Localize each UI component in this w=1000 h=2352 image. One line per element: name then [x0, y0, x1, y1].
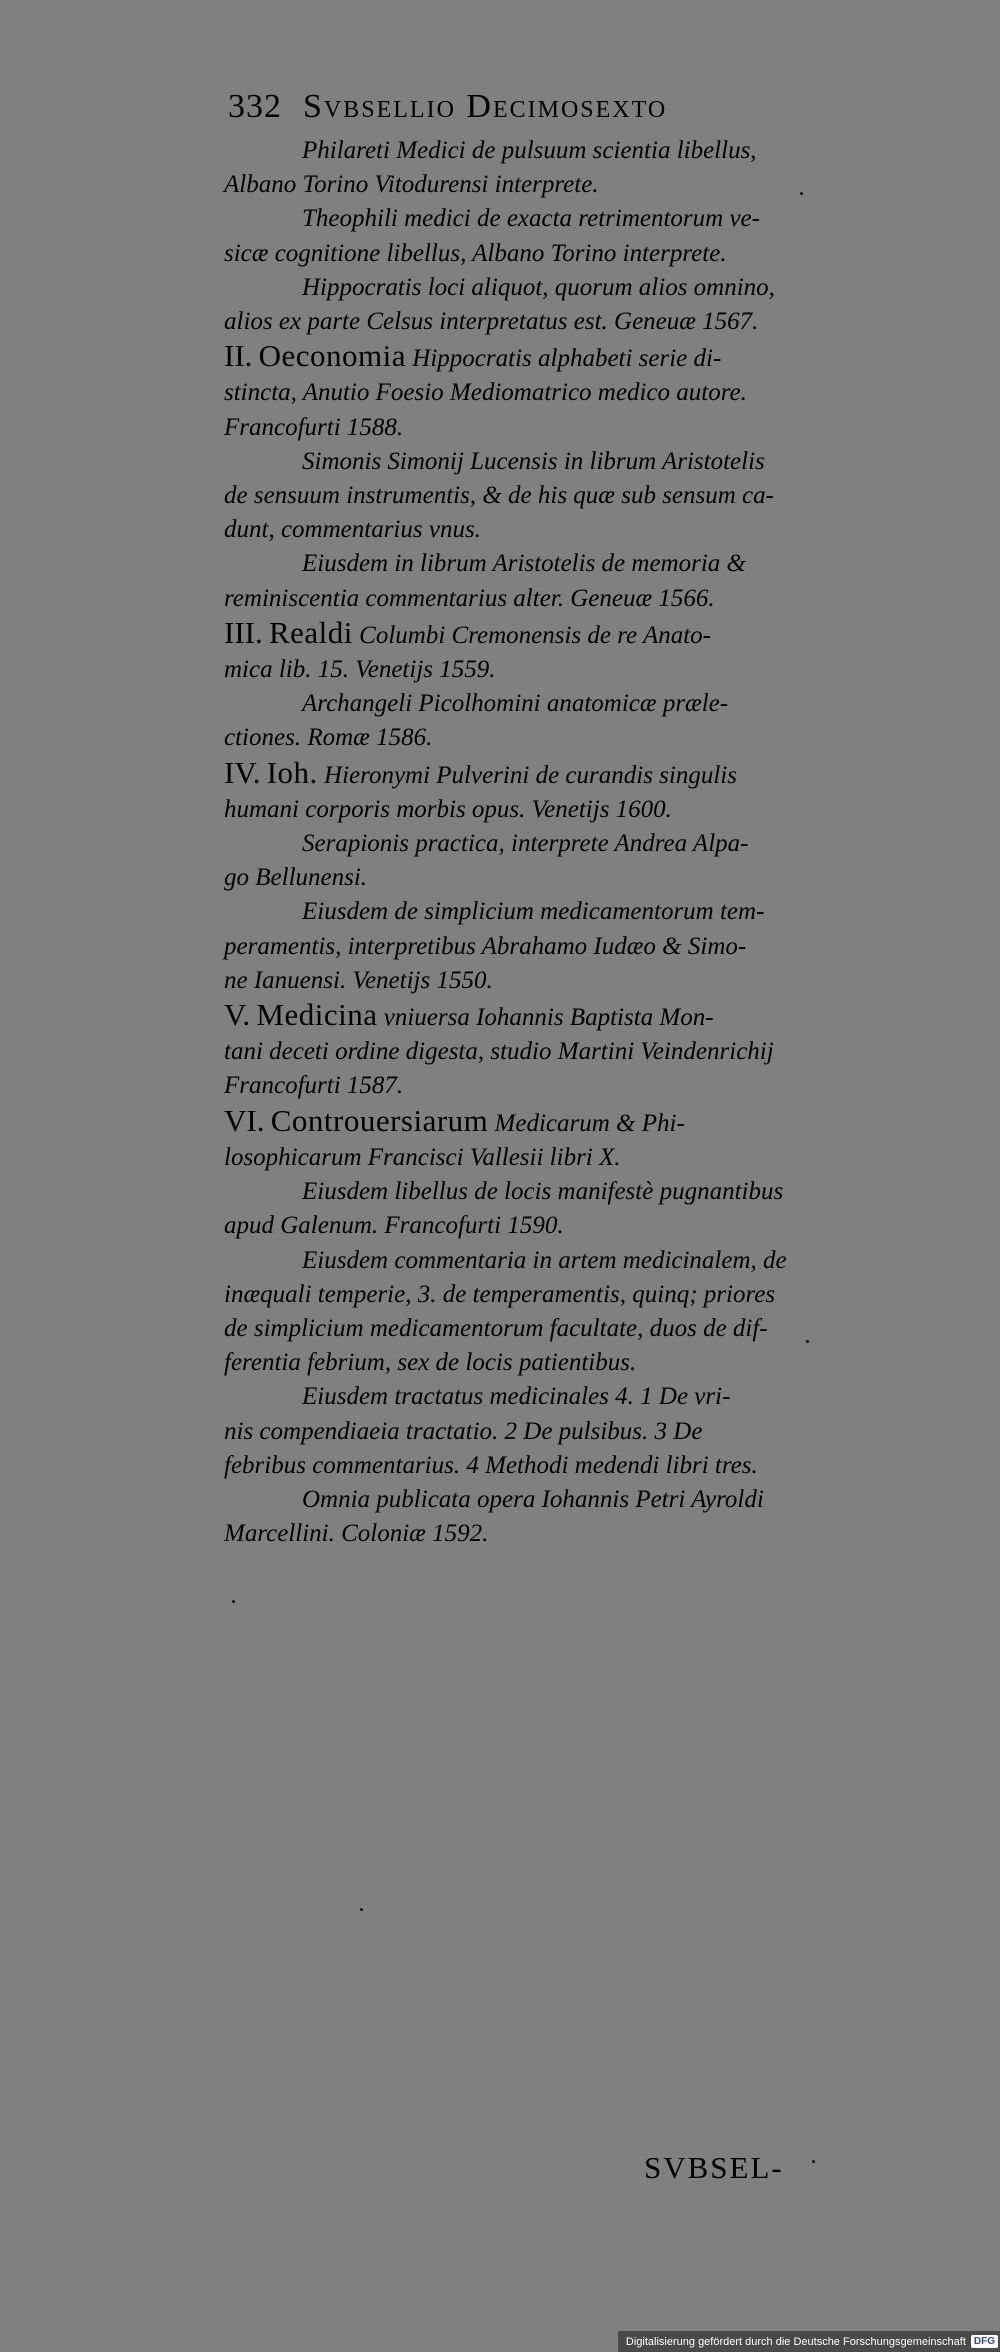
line-text: inæquali temperie, 3. de temperamentis, quinq; priores [224, 1280, 776, 1308]
bibliography-entry [224, 827, 814, 895]
line-text: Hippocratis alphabeti serie di- [406, 345, 722, 373]
section-number: VI. [224, 1102, 265, 1138]
entry-lead-word: Controuersiarum [270, 1102, 489, 1138]
line-text: ne Ianuensi. Venetijs 1550. [224, 966, 493, 994]
bibliography-text [224, 134, 814, 1551]
line-text: Philareti Medici de pulsuum scientia libellus, [302, 137, 757, 164]
section-number: V. [224, 997, 251, 1033]
line-text: Marcellini. Coloniæ 1592. [224, 1520, 489, 1548]
line-text: Francofurti 1587. [224, 1072, 404, 1100]
line-text: Francofurti 1588. [224, 413, 404, 441]
line-text: Columbi Cremonensis de re Anato- [352, 621, 711, 649]
line-text: vniuersa Iohannis Baptista Mon- [377, 1004, 714, 1032]
section-number: III. [224, 614, 263, 650]
section-number: IV. [224, 754, 261, 790]
bibliography-entry [224, 1380, 814, 1483]
section-number: II. [224, 338, 253, 374]
text-line [224, 547, 814, 581]
text-line [224, 1415, 814, 1449]
bibliography-entry [224, 271, 814, 339]
line-text: go Bellunensi. [224, 864, 368, 892]
text-line [224, 895, 814, 929]
line-text: Hippocratis loci aliquot, quorum alios omnino, [302, 273, 775, 301]
bibliography-entry [224, 756, 814, 827]
text-line [224, 1380, 814, 1414]
line-text: Albano Torino Vitodurensi interprete. [224, 171, 599, 199]
text-line [224, 1346, 814, 1380]
line-text: apud Galenum. Francofurti 1590. [224, 1212, 564, 1240]
bibliography-entry [224, 616, 814, 687]
line-text: ferentia febrium, sex de locis patientibus. [224, 1349, 637, 1377]
text-line [224, 1483, 814, 1517]
bibliography-entry [224, 1483, 814, 1551]
line-text: ctiones. Romæ 1586. [224, 724, 433, 752]
bibliography-entry [224, 445, 814, 548]
line-text: Archangeli Picolhomini anatomicæ præle- [302, 690, 729, 718]
text-line [224, 1175, 814, 1209]
bibliography-entry [224, 998, 814, 1104]
ink-speck [232, 1600, 235, 1603]
line-text: de sensuum instrumentis, & de his quæ sub sensum ca- [224, 482, 774, 510]
text-line [224, 271, 814, 305]
ink-speck [806, 1340, 809, 1343]
line-text: Eiusdem tractatus medicinales 4. 1 De vri- [302, 1383, 731, 1411]
line-text: mica lib. 15. Venetijs 1559. [224, 656, 496, 684]
text-line [224, 1069, 814, 1103]
credit-text: Digitalisierung gefördert durch die Deutsche Forschungsgemeinschaft [625, 2335, 966, 2348]
text-line [224, 411, 814, 445]
text-line [224, 1312, 814, 1346]
dfg-logo: DFG [971, 2335, 998, 2348]
line-text: Eiusdem de simplicium medicamentorum tem- [302, 898, 765, 926]
digitization-credit [618, 2331, 1000, 2352]
bibliography-entry [224, 339, 814, 445]
text-line [224, 756, 814, 793]
text-line [224, 305, 814, 339]
page-header [228, 88, 828, 134]
line-text: febribus commentarius. 4 Methodi medendi libri tres. [224, 1451, 758, 1479]
text-line [224, 1449, 814, 1483]
text-line [224, 1209, 814, 1243]
line-text: Hieronymi Pulverini de curandis singulis [317, 761, 737, 789]
line-text: losophicarum Francisci Vallesii libri X. [224, 1143, 621, 1171]
ink-speck [360, 1908, 363, 1911]
text-line [224, 134, 814, 168]
text-line [224, 339, 814, 376]
text-line [224, 1141, 814, 1175]
text-line [224, 687, 814, 721]
text-line [224, 1104, 814, 1141]
text-line [224, 964, 814, 998]
text-line [224, 930, 814, 964]
text-line [224, 582, 814, 616]
bibliography-entry [224, 547, 814, 615]
bibliography-entry [224, 1104, 814, 1175]
text-line [224, 653, 814, 687]
bibliography-entry [224, 1175, 814, 1243]
line-text: Theophili medici de exacta retrimentorum ve- [302, 205, 760, 233]
entry-lead-word: Realdi [268, 614, 353, 650]
line-text: peramentis, interpretibus Abrahamo Iudæo & Simo- [224, 932, 747, 960]
catchword: SVBSEL- [644, 2150, 784, 2185]
bibliography-entry [224, 202, 814, 270]
line-text: Eiusdem libellus de locis manifestè pugnantibus [302, 1178, 784, 1206]
text-line [224, 479, 814, 513]
ink-speck [800, 192, 803, 195]
text-line [224, 827, 814, 861]
page-number: 332 [228, 88, 282, 125]
line-text: Eiusdem commentaria in artem medicinalem, de [302, 1246, 787, 1274]
text-line [224, 1035, 814, 1069]
text-line [224, 1278, 814, 1312]
ink-speck [812, 2160, 815, 2163]
line-text: Eiusdem in librum Aristotelis de memoria & [302, 550, 746, 578]
line-text: humani corporis morbis opus. Venetijs 1600. [224, 795, 672, 823]
text-line [224, 237, 814, 271]
line-text: Simonis Simonij Lucensis in librum Aristotelis [302, 447, 765, 475]
line-text: tani deceti ordine digesta, studio Martini Veindenrichij [224, 1038, 774, 1066]
text-line [224, 1244, 814, 1278]
line-text: Medicarum & Phi- [488, 1109, 685, 1137]
line-text: reminiscentia commentarius alter. Geneuæ 1566. [224, 584, 715, 612]
entry-lead-word: Ioh. [266, 754, 318, 790]
line-text: de simplicium medicamentorum facultate, duos de dif- [224, 1314, 768, 1342]
text-line [224, 445, 814, 479]
running-title: Svbsellio Decimosexto [303, 88, 668, 125]
bibliography-entry [224, 134, 814, 202]
line-text: alios ex parte Celsus interpretatus est. Geneuæ 1567. [224, 308, 759, 336]
bibliography-entry [224, 895, 814, 998]
text-line [224, 998, 814, 1035]
text-line [224, 1517, 814, 1551]
text-line [224, 793, 814, 827]
line-text: sicæ cognitione libellus, Albano Torino interprete. [224, 239, 727, 267]
text-line [224, 721, 814, 755]
entry-lead-word: Medicina [256, 997, 378, 1033]
entry-lead-word: Oeconomia [258, 338, 407, 374]
line-text: Serapionis practica, interprete Andrea Alpa- [302, 830, 749, 858]
text-line [224, 376, 814, 410]
text-line [224, 202, 814, 236]
line-text: nis compendiaeia tractatio. 2 De pulsibus. 3 De [224, 1417, 703, 1445]
text-line [224, 861, 814, 895]
bibliography-entry [224, 687, 814, 755]
text-line [224, 513, 814, 547]
text-line [224, 168, 814, 202]
bibliography-entry [224, 1244, 814, 1381]
line-text: dunt, commentarius vnus. [224, 516, 481, 544]
line-text: stincta, Anutio Foesio Mediomatrico medico autore. [224, 379, 747, 407]
text-line [224, 616, 814, 653]
line-text: Omnia publicata opera Iohannis Petri Ayroldi [302, 1485, 764, 1513]
